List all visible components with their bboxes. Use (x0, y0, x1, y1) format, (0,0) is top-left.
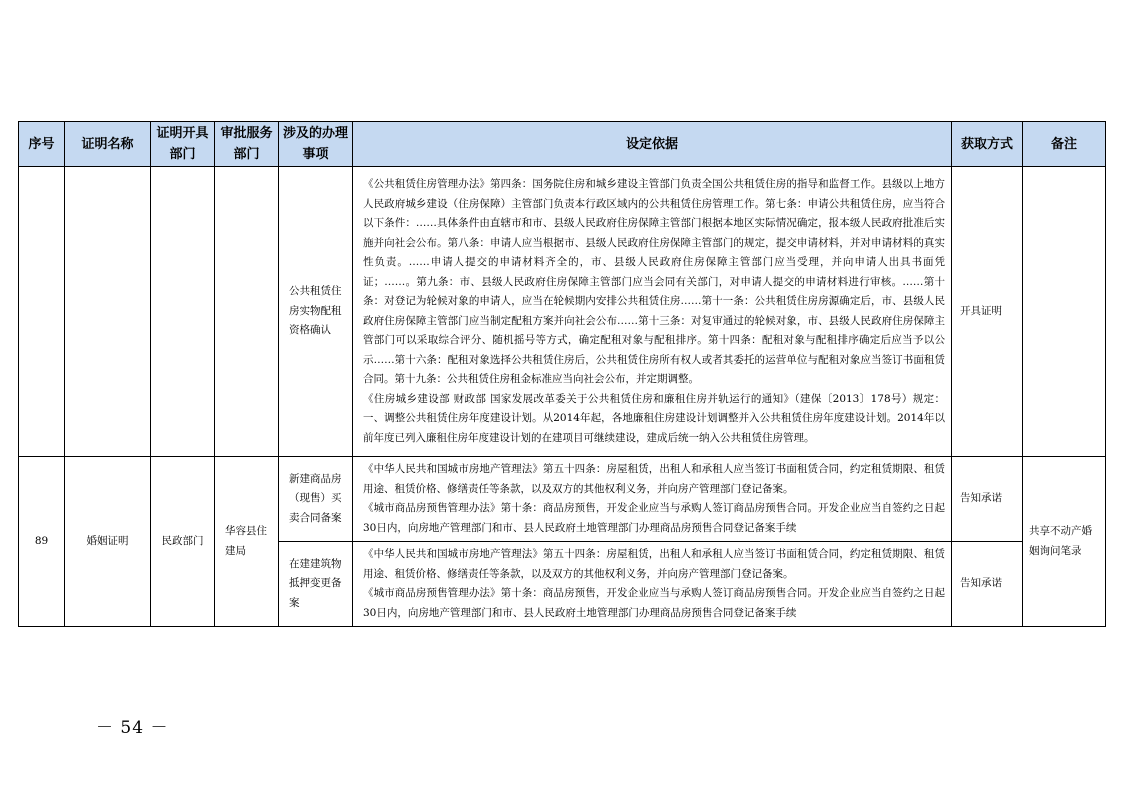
table-header-row (19, 122, 1106, 167)
table-row (19, 167, 1106, 457)
header-method: 获取方式 (952, 122, 1023, 167)
cell-approval-dept (215, 167, 279, 457)
cell-basis (353, 542, 952, 627)
cell-cert-name: 婚姻证明 (65, 457, 151, 627)
basis-paragraph: 《中华人民共和国城市房地产管理法》第五十四条：房屋租赁，出租人和承租人应当签订书面租赁合同，约定租赁期限、租赁用途、租赁价格、修缮责任等条款，以及双方的其他权利义务，并向房产管理部门登记备案。 (363, 463, 945, 495)
certificate-table (18, 121, 1106, 627)
table-row (19, 457, 1106, 542)
basis-paragraph: 《中华人民共和国城市房地产管理法》第五十四条：房屋租赁，出租人和承租人应当签订书面租赁合同，约定租赁期限、租赁用途、租赁价格、修缮责任等条款，以及双方的其他权利义务，并向房产管理部门登记备案。 (363, 548, 945, 580)
header-remarks: 备注 (1023, 122, 1106, 167)
page-number: － 54 － (96, 718, 169, 738)
cell-seq (19, 167, 65, 457)
cell-matter: 在建建筑物抵押变更备案 (279, 542, 353, 627)
header-basis: 设定依据 (353, 122, 952, 167)
cell-method: 告知承诺 (952, 542, 1023, 627)
cell-issuing-dept (151, 167, 215, 457)
basis-paragraph: 《城市商品房预售管理办法》第十条：商品房预售，开发企业应当与承购人签订商品房预售合同。开发企业应当自签约之日起30日内，向房地产管理部门和市、县人民政府土地管理部门办理商品房预售合同登记备案手续 (363, 502, 945, 534)
header-cert-name: 证明名称 (65, 122, 151, 167)
cell-basis (353, 167, 952, 457)
cell-method: 开具证明 (952, 167, 1023, 457)
cell-remarks: 共享不动产婚姻询问笔录 (1023, 457, 1106, 627)
basis-paragraph: 《城市商品房预售管理办法》第十条：商品房预售，开发企业应当与承购人签订商品房预售合同。开发企业应当自签约之日起30日内，向房地产管理部门和市、县人民政府土地管理部门办理商品房预售合同登记备案手续 (363, 587, 945, 619)
cell-approval-dept: 华容县住建局 (215, 457, 279, 627)
cell-matter: 新建商品房（现售）买卖合同备案 (279, 457, 353, 542)
cell-cert-name (65, 167, 151, 457)
cell-issuing-dept: 民政部门 (151, 457, 215, 627)
cell-method: 告知承诺 (952, 457, 1023, 542)
header-issuing-dept: 证明开具部门 (151, 122, 215, 167)
cell-basis (353, 457, 952, 542)
cell-seq: 89 (19, 457, 65, 627)
header-matters: 涉及的办理事项 (279, 122, 353, 167)
cell-remarks (1023, 167, 1106, 457)
header-approval-dept: 审批服务部门 (215, 122, 279, 167)
header-seq: 序号 (19, 122, 65, 167)
basis-paragraph: 《公共租赁住房管理办法》第四条：国务院住房和城乡建设主管部门负责全国公共租赁住房的指导和监督工作。县级以上地方人民政府城乡建设（住房保障）主管部门负责本行政区域内的公共租赁住房管理工作。第七条：申请公共租赁住房，应当符合以下条件：……具体条件由直辖市和市、县级人民政府住房保障主管部门根据本地区实际情况确定，报本级人民政府批准后实施并向社会公布。第八条：申请人应当根据市、县级人民政府住房保障主管部门的规定，提交申请材料，并对申请材料的真实性负责。……申请人提交的申请材料齐全的，市、县级人民政府住房保障主管部门应当受理，并向申请人出具书面凭证；……。第九条：市、县级人民政府住房保障主管部门应当会同有关部门，对申请人提交的申请材料进行审核。……第十条：对登记为轮候对象的申请人，应当在轮候期内安排公共租赁住房……第十一条：公共租赁住房房源确定后，市、县级人民政府住房保障主管部门应当制定配租方案并向社会公布……第十三条：对复审通过的轮候对象，市、县级人民政府住房保障主管部门可以采取综合评分、随机摇号等方式，确定配租对象与配租排序。第十四条：配租对象与配租排序确定后应当予以公示……第十六条：配租对象选择公共租赁住房后，公共租赁住房所有权人或者其委托的运营单位与配租对象应当签订书面租赁合同。第十九条：公共租赁住房租金标准应当向社会公布，并定期调整。 (363, 178, 945, 385)
basis-paragraph: 《住房城乡建设部 财政部 国家发展改革委关于公共租赁住房和廉租住房并轨运行的通知》（建保〔2013〕178号）规定：一、调整公共租赁住房年度建设计划。从2014年起，各地廉租住房建设计划调整并入公共租赁住房年度建设计划。2014年以前年度已列入廉租住房年度建设计划的在建项目可继续建设，建成后统一纳入公共租赁住房管理。 (363, 392, 945, 444)
cell-matter: 公共租赁住房实物配租资格确认 (279, 167, 353, 457)
